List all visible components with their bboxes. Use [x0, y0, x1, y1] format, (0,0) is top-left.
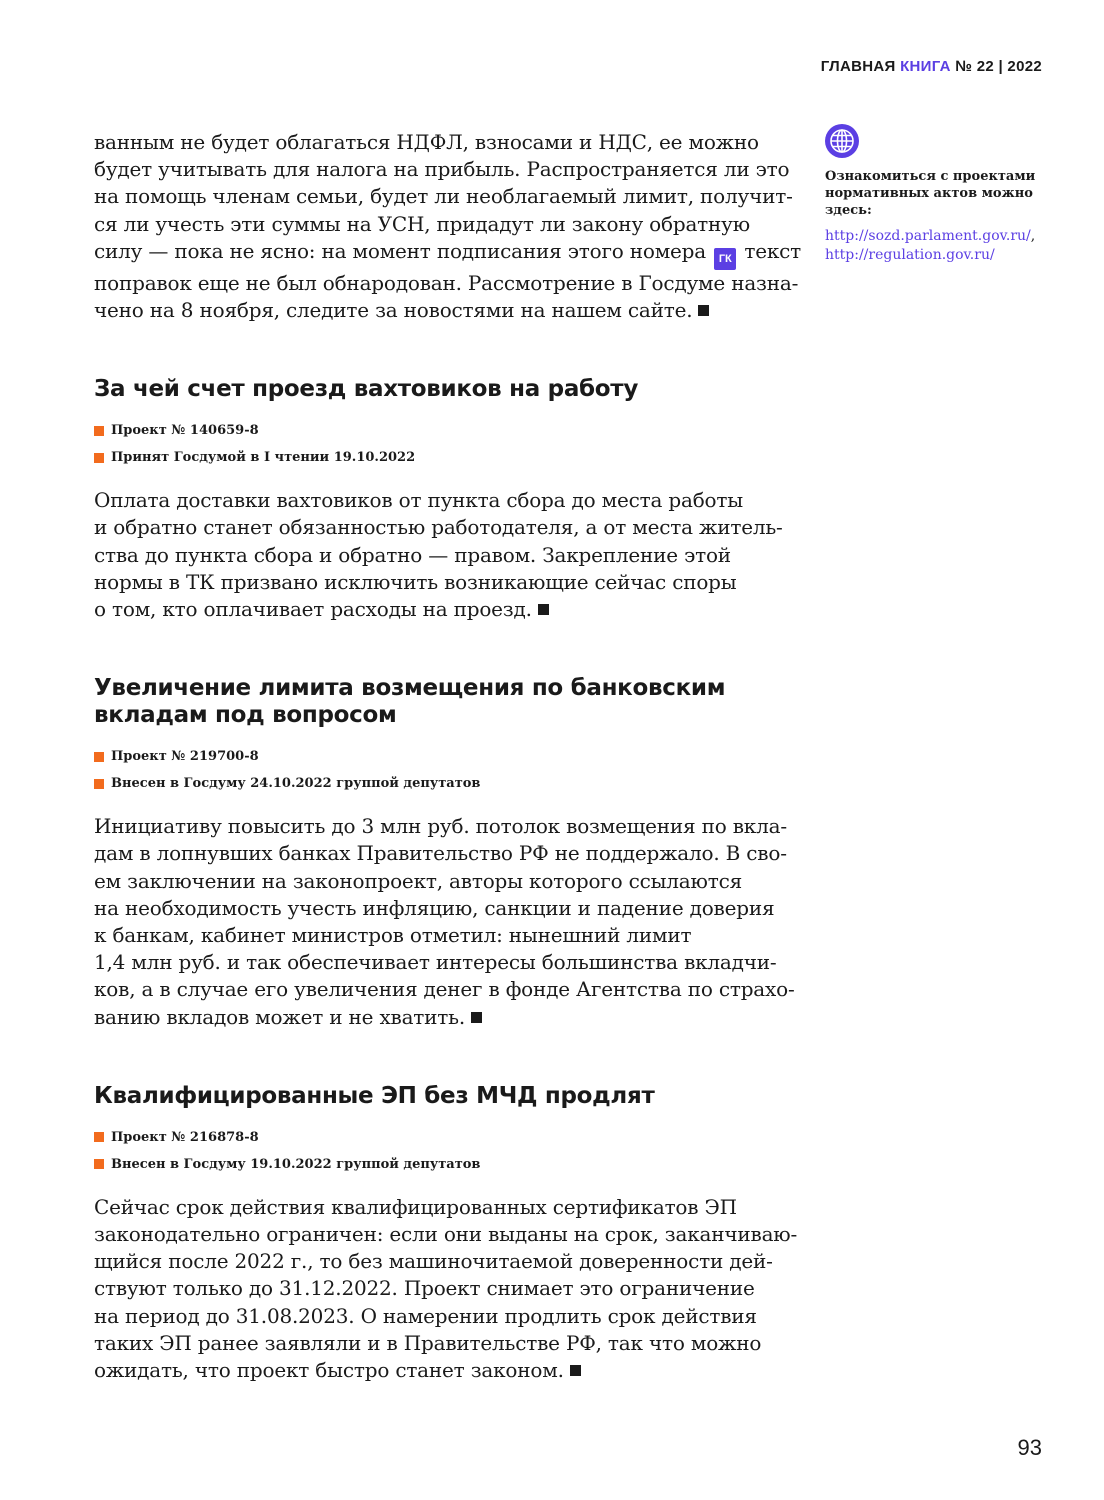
meta-text: Проект № 219700-8	[111, 749, 259, 765]
text-line: таких ЭП ранее заявляли и в Правительстве РФ, так что можно	[94, 1330, 762, 1355]
text-line: нормы в ТК призвано исключить возникающие сейчас споры	[94, 569, 737, 594]
text-fragment: текст	[744, 238, 802, 263]
text-line: будет учитывать для налога на прибыль. Распространяется ли это	[94, 157, 790, 182]
text-line: ства до пункта сбора и обратно — правом. Закрепление этой	[94, 542, 731, 567]
intro-paragraph	[94, 129, 802, 324]
meta-row	[94, 1151, 774, 1178]
brand-accent: КНИГА	[900, 58, 951, 75]
meta-text: Внесен в Госдуму 24.10.2022 группой депутатов	[111, 776, 481, 792]
text-line: поправок еще не был обнародован. Рассмотрение в Госдуме назна-	[94, 270, 799, 295]
text-line: к банкам, кабинет министров отметил: нынешний лимит	[94, 923, 692, 948]
article-meta	[94, 1124, 774, 1178]
meta-row	[94, 417, 774, 444]
text-line: и обратно станет обязанностью работодателя, а от места житель-	[94, 515, 783, 540]
link-row	[825, 246, 1060, 265]
bullet-square-icon	[94, 453, 104, 463]
text-line: Оплата доставки вахтовиков от пункта сбора до места работы	[94, 488, 743, 513]
title-line: Квалифицированные ЭП без МЧД продлят	[94, 1082, 655, 1109]
text-line	[94, 596, 774, 623]
article-vahtoviki	[94, 376, 783, 623]
bullet-square-icon	[94, 752, 104, 762]
article-body	[94, 487, 783, 623]
title-line: нормативных актов можно	[825, 186, 1033, 201]
masthead	[821, 58, 1042, 75]
link-separator: ,	[1030, 228, 1036, 244]
text-line: дам в лопнувших банках Правительство РФ не поддержало. В сво-	[94, 841, 787, 866]
issue-number: № 22 | 2022	[955, 58, 1042, 75]
globe-icon	[825, 124, 859, 158]
text-line: на помощь членам семьи, будет ли необлагаемый лимит, получит-	[94, 184, 793, 209]
title-line: Ознакомиться с проектами	[825, 169, 1036, 184]
text-fragment: чено на 8 ноября, следите за новостями на нашем сайте.	[94, 298, 693, 323]
meta-text: Внесен в Госдуму 19.10.2022 группой депутатов	[111, 1156, 481, 1172]
text-line	[94, 1357, 774, 1384]
end-mark-icon	[538, 604, 549, 615]
page-number: 93	[1017, 1435, 1042, 1460]
article-ep-mchd	[94, 1082, 798, 1384]
text-line: ков, а в случае его увеличения денег в фонде Агентства по страхо-	[94, 977, 795, 1002]
text-line: ванным не будет облагаться НДФЛ, взносами и НДС, ее можно	[94, 130, 759, 154]
title-line: Увеличение лимита возмещения по банковским	[94, 675, 726, 702]
text-fragment: о том, кто оплачивает расходы на проезд.	[94, 597, 532, 622]
text-line: ствуют только до 31.12.2022. Проект снимает это ограничение	[94, 1276, 755, 1301]
text-fragment: силу — пока не ясно: на момент подписания этого номера	[94, 238, 707, 263]
link-sozd[interactable]: http://sozd.parlament.gov.ru/	[825, 228, 1031, 244]
text-line: на период до 31.08.2023. О намерении продлить срок действия	[94, 1303, 757, 1328]
link-row	[825, 227, 1060, 246]
meta-text: Принят Госдумой в I чтении 19.10.2022	[111, 450, 416, 466]
article-body	[94, 1194, 798, 1384]
text-line	[94, 238, 802, 270]
text-line: щийся после 2022 г., то без машиночитаемой доверенности дей-	[94, 1249, 773, 1274]
text-line: ем заключении на законопроект, авторы которого ссылаются	[94, 868, 743, 893]
bullet-square-icon	[94, 1159, 104, 1169]
article-meta	[94, 417, 774, 471]
article-body	[94, 813, 795, 1031]
bullet-square-icon	[94, 1132, 104, 1142]
end-mark-icon	[698, 305, 709, 316]
sidebar-links	[825, 227, 1060, 265]
meta-row	[94, 770, 774, 797]
text-line: Сейчас срок действия квалифицированных сертификатов ЭП	[94, 1194, 737, 1219]
text-line: Инициативу повысить до 3 млн руб. потолок возмещения по вкла-	[94, 814, 787, 839]
meta-text: Проект № 140659-8	[111, 423, 259, 439]
article-title	[94, 376, 774, 403]
bullet-square-icon	[94, 426, 104, 436]
article-meta	[94, 743, 774, 797]
text-line: на необходимость учесть инфляцию, санкции и падение доверия	[94, 895, 775, 920]
text-line	[94, 297, 774, 324]
article-title	[94, 675, 774, 729]
article-deposit-limit	[94, 675, 795, 1031]
end-mark-icon	[471, 1012, 482, 1023]
link-regulation[interactable]: http://regulation.gov.ru/	[825, 247, 995, 263]
text-line: ся ли учесть эти суммы на УСН, придадут ли закону обратную	[94, 211, 750, 236]
gk-logo-icon: ГК	[714, 248, 736, 270]
brand-main: ГЛАВНАЯ	[820, 58, 896, 75]
text-fragment: ожидать, что проект быстро станет законом.	[94, 1358, 564, 1383]
meta-row	[94, 444, 774, 471]
meta-row	[94, 743, 774, 770]
main-column	[94, 129, 802, 1384]
end-mark-icon	[570, 1365, 581, 1376]
sidebar-note	[825, 124, 1060, 265]
text-line: 1,4 млн руб. и так обеспечивает интересы большинства вкладчи-	[94, 950, 777, 975]
bullet-square-icon	[94, 779, 104, 789]
text-line: законодательно ограничен: если они выданы на срок, заканчиваю-	[94, 1222, 798, 1247]
sidebar-title	[825, 168, 1060, 219]
title-line: вкладам под вопросом	[94, 702, 397, 729]
article-title	[94, 1083, 774, 1110]
title-line: За чей счет проезд вахтовиков на работу	[94, 376, 639, 403]
meta-text: Проект № 216878-8	[111, 1129, 259, 1145]
meta-row	[94, 1124, 774, 1151]
text-fragment: ванию вкладов может и не хватить.	[94, 1004, 466, 1029]
text-line	[94, 1004, 774, 1031]
title-line: здесь:	[825, 203, 872, 218]
